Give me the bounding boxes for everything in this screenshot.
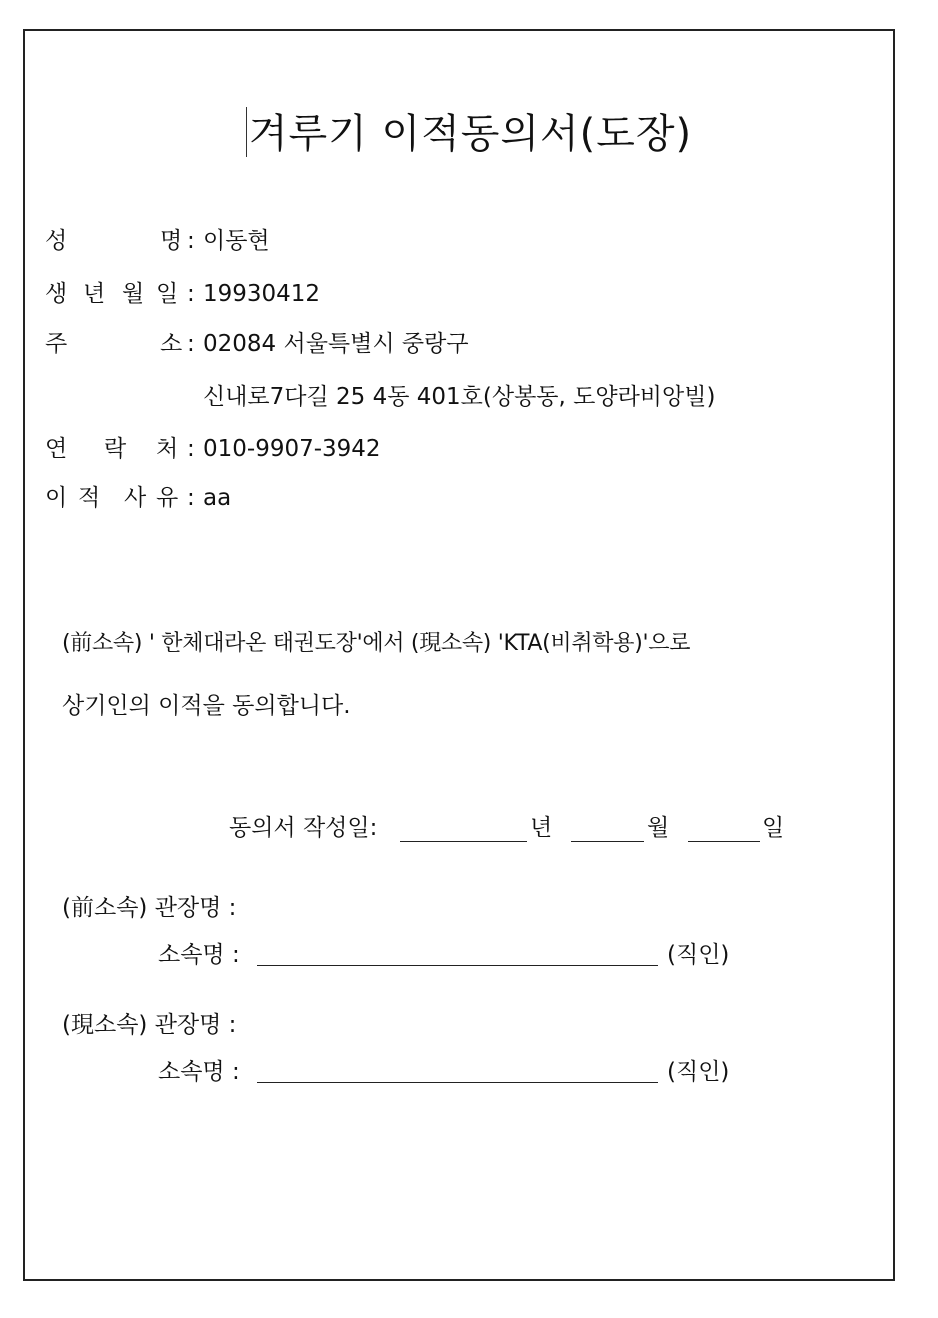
title-text: 겨루기 이적동의서(도장): [248, 111, 693, 157]
curr-affiliation-title: (現소속) 관장명 :: [62, 1012, 237, 1038]
name-separator: :: [187, 228, 195, 254]
address-label-char-2: 소: [160, 331, 183, 357]
date-label: 동의서 작성일:: [229, 815, 378, 841]
name-label-char-2: 명: [160, 228, 183, 254]
prev-affiliation-label: 소속명 :: [158, 942, 240, 968]
birth-label-char-3: 월: [122, 281, 145, 307]
curr-seal-label: (직인): [667, 1059, 730, 1085]
reason-value: aa: [203, 485, 232, 511]
year-suffix: 년: [530, 815, 553, 841]
prev-affiliation-blank: [257, 965, 658, 966]
name-value: 이동현: [203, 228, 270, 254]
name-label-char-1: 성: [45, 228, 68, 254]
contact-label-char-3: 처: [156, 436, 179, 462]
consent-line-1: (前소속) ' 한체대라온 태권도장'에서 (現소속) 'KTA(비취학용)'으로: [62, 631, 691, 656]
birth-separator: :: [187, 281, 195, 307]
consent-line-2: 상기인의 이적을 동의합니다.: [62, 693, 351, 719]
birth-label-char-2: 년: [83, 281, 106, 307]
address-label-char-1: 주: [45, 331, 68, 357]
reason-label-char-1: 이: [45, 485, 68, 511]
address-separator: :: [187, 331, 195, 357]
birth-value: 19930412: [203, 281, 321, 307]
address-value-line-2: 신내로7다길 25 4동 401호(상봉동, 도양라비앙빌): [203, 384, 716, 410]
address-value-line-1: 02084 서울특별시 중랑구: [203, 331, 469, 357]
reason-label-char-4: 유: [156, 485, 179, 511]
month-blank: [571, 841, 644, 842]
month-suffix: 월: [647, 815, 670, 841]
prev-seal-label: (직인): [667, 942, 730, 968]
reason-label-char-3: 사: [124, 485, 147, 511]
year-blank: [400, 841, 527, 842]
contact-separator: :: [187, 436, 195, 462]
contact-label-char-1: 연: [45, 436, 68, 462]
day-suffix: 일: [762, 815, 785, 841]
reason-label-char-2: 적: [78, 485, 101, 511]
text-cursor: [246, 107, 247, 157]
document-title: [0, 102, 938, 159]
day-blank: [688, 841, 760, 842]
reason-separator: :: [187, 485, 195, 511]
contact-label-char-2: 락: [104, 436, 127, 462]
contact-value: 010-9907-3942: [203, 436, 381, 462]
birth-label-char-1: 생: [45, 281, 68, 307]
birth-label-char-4: 일: [156, 281, 179, 307]
prev-affiliation-title: (前소속) 관장명 :: [62, 895, 237, 921]
curr-affiliation-blank: [257, 1082, 658, 1083]
curr-affiliation-label: 소속명 :: [158, 1059, 240, 1085]
